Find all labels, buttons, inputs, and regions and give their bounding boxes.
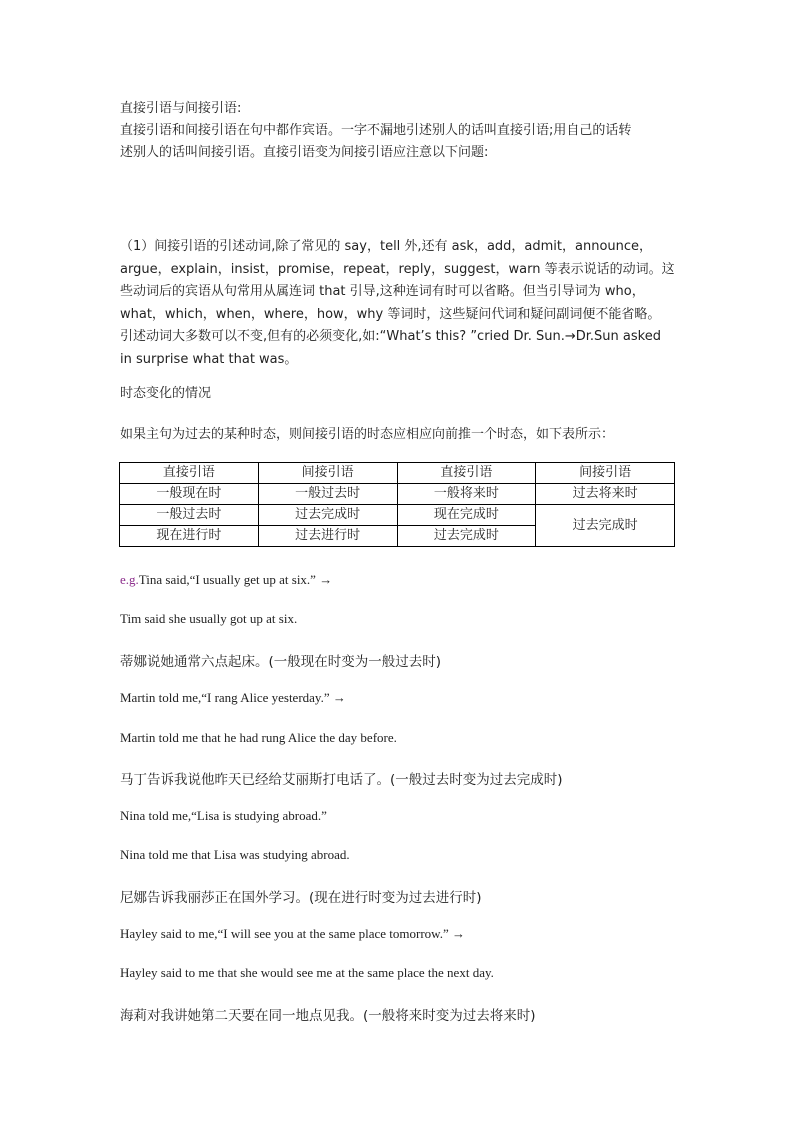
table-cell: 过去将来时: [536, 484, 675, 505]
rule-line-6: in surprise what that was。: [120, 351, 298, 367]
rule-line-1: （1）间接引语的引述动词,除了常见的 say，tell 外,还有 ask，add，admit，announce，: [120, 239, 653, 254]
table-cell: 过去完成时: [397, 526, 536, 547]
table-header-cell: 间接引语: [536, 463, 675, 484]
example-1-direct-text: Tina said,“I usually get up at six.” →: [138, 572, 333, 587]
example-1-direct: [120, 572, 332, 588]
heading-line-1: 直接引语和间接引语在句中都作宾语。一字不漏地引述别人的话叫直接引语;用自己的话转: [120, 123, 632, 138]
heading-line-2: 述别人的话叫间接引语。直接引语变为间接引语应注意以下问题:: [120, 145, 489, 160]
table-cell: 一般过去时: [120, 505, 259, 526]
example-3-translation: 尼娜告诉我丽莎正在国外学习。(现在进行时变为过去进行时): [120, 890, 482, 906]
table-cell-merged: 过去完成时: [536, 505, 675, 547]
table-header-cell: 直接引语: [397, 463, 536, 484]
rule-line-3: 些动词后的宾语从句常用从属连词 that 引导,这种连词有时可以省略。但当引导词为 who，: [120, 284, 645, 299]
rule-paragraph: [120, 236, 676, 371]
table-cell: 一般现在时: [120, 484, 259, 505]
table-intro: 如果主句为过去的某种时态，则间接引语的时态应相应向前推一个时态，如下表所示：: [120, 427, 615, 442]
rule-line-4: what，which，when，where，how，why 等词时，这些疑问代词和疑问副词便不能省略。: [120, 306, 661, 322]
heading-title: 直接引语与间接引语:: [120, 101, 242, 116]
table-header-cell: 间接引语: [258, 463, 397, 484]
table-row: [120, 505, 675, 526]
example-1-indirect: Tim said she usually got up at six.: [120, 611, 298, 626]
example-2-direct: Martin told me,“I rang Alice yesterday.” →: [120, 690, 346, 705]
intro-heading-block: [120, 98, 680, 164]
example-1-translation: 蒂娜说她通常六点起床。(一般现在时变为一般过去时): [120, 654, 442, 670]
table-cell: 过去进行时: [258, 526, 397, 547]
rule-line-5: 引述动词大多数可以不变,但有的必须变化,如:“What’s this? ”cried Dr. Sun.→Dr.Sun asked: [120, 329, 661, 344]
table-cell: 现在完成时: [397, 505, 536, 526]
example-2-indirect: Martin told me that he had rung Alice the day before.: [120, 730, 397, 745]
example-2-translation: 马丁告诉我说他昨天已经给艾丽斯打电话了。(一般过去时变为过去完成时): [120, 772, 563, 788]
rule-line-2: argue，explain，insist，promise，repeat，reply，suggest，warn 等表示说话的动词。这: [120, 261, 675, 277]
eg-label: e.g.: [120, 572, 139, 587]
example-4-translation: 海莉对我讲她第二天要在同一地点见我。(一般将来时变为过去将来时): [120, 1008, 536, 1024]
table-header-cell: 直接引语: [120, 463, 259, 484]
table-cell: 一般过去时: [258, 484, 397, 505]
table-cell: 过去完成时: [258, 505, 397, 526]
example-3-indirect: Nina told me that Lisa was studying abroad.: [120, 847, 350, 862]
example-4-indirect: Hayley said to me that she would see me at the same place the next day.: [120, 965, 494, 980]
example-4-direct: Hayley said to me,“I will see you at the same place tomorrow.” →: [120, 926, 465, 941]
table-cell: 一般将来时: [397, 484, 536, 505]
example-3-direct: Nina told me,“Lisa is studying abroad.”: [120, 808, 327, 823]
table-row: [120, 484, 675, 505]
tense-table: [119, 462, 675, 547]
section-title: 时态变化的情况: [120, 386, 212, 401]
table-header-row: [120, 463, 675, 484]
table-cell: 现在进行时: [120, 526, 259, 547]
